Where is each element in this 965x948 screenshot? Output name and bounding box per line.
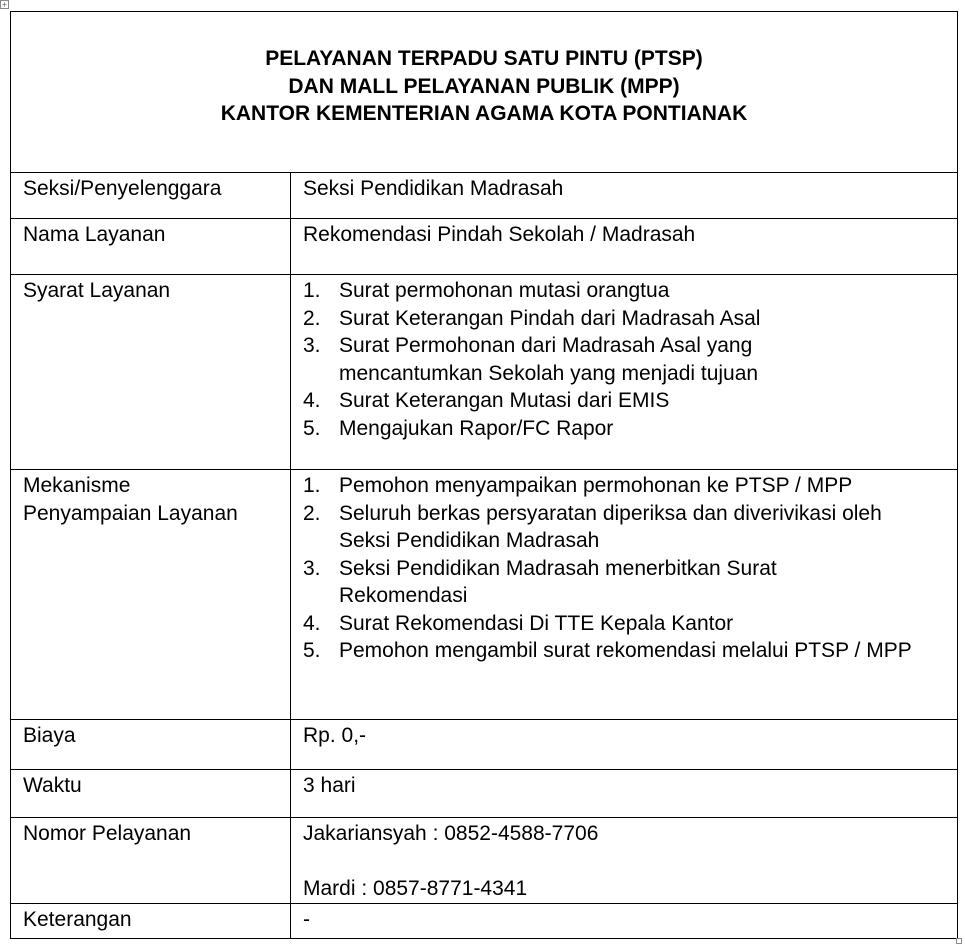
mekanisme-list xyxy=(303,472,957,665)
label-keterangan: Keterangan xyxy=(11,903,291,938)
label-mekanisme-line-1: Mekanisme xyxy=(23,474,131,497)
title-line-2: DAN MALL PELAYANAN PUBLIK (MPP) xyxy=(288,74,680,98)
row-seksi xyxy=(11,173,958,219)
list-item: 1. Surat permohonan mutasi orangtua xyxy=(303,279,670,302)
list-item: 2. Seluruh berkas persyaratan diperiksa dan diverivikasi oleh Seksi Pendidikan Madrasah xyxy=(303,501,882,552)
row-keterangan xyxy=(11,903,958,938)
value-syarat-layanan xyxy=(291,275,958,470)
list-item: 4. Surat Rekomendasi Di TTE Kepala Kantor xyxy=(303,611,734,635)
row-syarat-layanan xyxy=(11,275,958,470)
row-mekanisme xyxy=(11,470,958,720)
list-item: 2. Surat Keterangan Pindah dari Madrasah Asal xyxy=(303,306,761,330)
syarat-list xyxy=(303,277,957,442)
list-item: 3. Seksi Pendidikan Madrasah menerbitkan Surat Rekomendasi xyxy=(303,556,777,607)
value-biaya: Rp. 0,- xyxy=(291,720,958,770)
table-resize-handle-icon[interactable] xyxy=(956,938,962,944)
list-item: 3. Surat Permohonan dari Madrasah Asal yang mencantumkan Sekolah yang menjadi tujuan xyxy=(303,334,759,385)
contact-mardi: Mardi : 0857-8771-4341 xyxy=(303,877,528,900)
table-move-handle-icon[interactable]: + xyxy=(0,0,9,9)
list-item: 1. Pemohon menyampaikan permohonan ke PTSP / MPP xyxy=(303,474,853,497)
label-seksi: Seksi/Penyelenggara xyxy=(11,173,291,219)
label-mekanisme-line-2: Penyampaian Layanan xyxy=(23,501,238,525)
label-mekanisme xyxy=(11,470,291,720)
service-table xyxy=(10,11,958,939)
title-line-3: KANTOR KEMENTERIAN AGAMA KOTA PONTIANAK xyxy=(220,102,748,125)
label-waktu: Waktu xyxy=(11,770,291,818)
value-mekanisme xyxy=(291,470,958,720)
list-item: 5. Mengajukan Rapor/FC Rapor xyxy=(303,416,614,440)
value-nomor-pelayanan xyxy=(291,818,958,904)
value-seksi: Seksi Pendidikan Madrasah xyxy=(291,173,958,219)
row-waktu xyxy=(11,770,958,818)
row-nomor-pelayanan xyxy=(11,818,958,904)
value-nama-layanan: Rekomendasi Pindah Sekolah / Madrasah xyxy=(291,219,958,275)
value-waktu: 3 hari xyxy=(291,770,958,818)
document-title xyxy=(11,12,958,173)
label-nama-layanan: Nama Layanan xyxy=(11,219,291,275)
label-nomor-pelayanan: Nomor Pelayanan xyxy=(11,818,291,904)
label-syarat-layanan: Syarat Layanan xyxy=(11,275,291,470)
row-biaya xyxy=(11,720,958,770)
contact-jakariansyah: Jakariansyah : 0852-4588-7706 xyxy=(303,822,599,845)
value-keterangan: - xyxy=(291,903,958,938)
label-biaya: Biaya xyxy=(11,720,291,770)
title-line-1: PELAYANAN TERPADU SATU PINTU (PTSP) xyxy=(265,47,703,70)
header-row xyxy=(11,12,958,173)
list-item: 5. Pemohon mengambil surat rekomendasi melalui PTSP / MPP xyxy=(303,639,912,662)
row-nama-layanan xyxy=(11,219,958,275)
list-item: 4. Surat Keterangan Mutasi dari EMIS xyxy=(303,389,670,412)
